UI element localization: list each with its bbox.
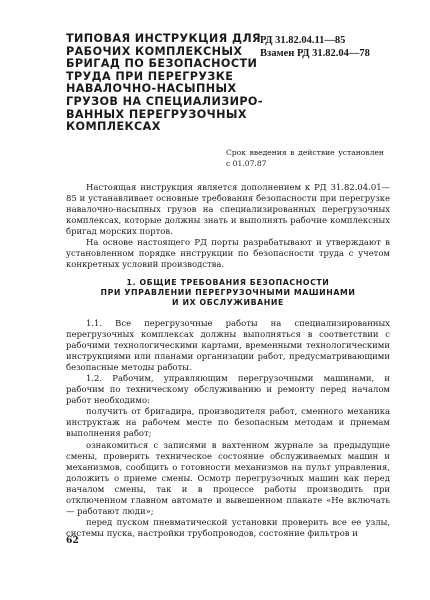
page-number: 62 [66, 535, 79, 546]
title-line: ГРУЗОВ НА СПЕЦИАЛИЗИРО- [66, 94, 263, 108]
doc-replaces: Взамен РД 31.82.04—78 [260, 48, 370, 59]
paragraph: 1.2. Рабочим, управляющим перегрузочными машинами, и рабочим по техническому обслуживанию и ремонту перед началом работ необходимо: [66, 373, 390, 406]
paragraph: перед пуском пневматической установки проверить все ее узлы, системы пуска, настройки трубопроводов, состояние фильтров и [66, 516, 390, 538]
effective-date-word: в [290, 148, 295, 157]
title-line: РАБОЧИХ КОМПЛЕКСНЫХ [66, 44, 243, 58]
title-line: НАВАЛОЧНО-НАСЫПНЫХ [66, 82, 237, 96]
effective-date [226, 147, 384, 169]
effective-date-word: действие [298, 148, 335, 157]
paragraph: Настоящая инструкция является дополнением к РД 31.82.04.01—85 и устанавливает основные требования безопасности при перегрузке навалочно-насыпных грузов на специализированных перегрузочных комплексах, которые должны знать и выполнять рабочие комплексных бригад морских портов. [66, 182, 390, 237]
document-identifier [260, 34, 370, 60]
section-text [66, 318, 390, 539]
section-heading-line: 1. ОБЩИЕ ТРЕБОВАНИЯ БЕЗОПАСНОСТИ [126, 278, 330, 287]
paragraph: 1.1. Все перегрузочные работы на специализированных перегрузочных комплексах должны выполняться в соответствии с рабочими технологическими картами, временными технологическими инструкциями или планами организации работ, предусматривающими безопасные методы работы. [66, 318, 390, 373]
paragraph: ознакомиться с записями в вахтенном журнале за предыдущие смены, проверить техническое состояние обслуживаемых машин и механизмов, сообщить о готовности механизмов на пульт управления, доложить о приеме смены. Осмотр перегрузочных машин как перед началом смены, так и в процессе работы производить при отключенном главном автомате и вывешенном плакате «Не включать — работают люди»; [66, 439, 390, 516]
title-line: ТРУДА ПРИ ПЕРЕГРУЗКЕ [66, 69, 234, 83]
effective-date-word: введения [249, 148, 287, 157]
document-title [66, 32, 263, 134]
section-heading [66, 278, 390, 309]
section-heading-line: И ИХ ОБСЛУЖИВАНИЕ [172, 298, 284, 308]
intro-text [66, 182, 390, 270]
effective-date-value: с 01.07.87 [226, 159, 267, 168]
effective-date-word: Срок [226, 148, 246, 157]
effective-date-line [226, 147, 384, 158]
effective-date-word: установлен [338, 148, 384, 157]
title-line: БРИГАД ПО БЕЗОПАСНОСТИ [66, 57, 258, 71]
paragraph: получить от бригадира, производителя работ, сменного механика инструктаж на рабочем месте по безопасным методам и приемам выполнения работ; [66, 406, 390, 439]
paragraph: На основе настоящего РД порты разрабатывают и утверждают в установленном порядке инструкции по безопасности труда с учетом конкретных условий производства. [66, 237, 390, 270]
title-line: ВАННЫХ ПЕРЕГРУЗОЧНЫХ [66, 107, 247, 121]
title-line: КОМПЛЕКСАХ [66, 120, 161, 134]
doc-code: РД 31.82.04.11—85 [260, 35, 346, 46]
title-line: ТИПОВАЯ ИНСТРУКЦИЯ ДЛЯ [66, 32, 262, 45]
section-heading-line: ПРИ УПРАВЛЕНИИ ПЕРЕГРУЗОЧНЫМИ МАШИНАМИ [100, 288, 356, 298]
